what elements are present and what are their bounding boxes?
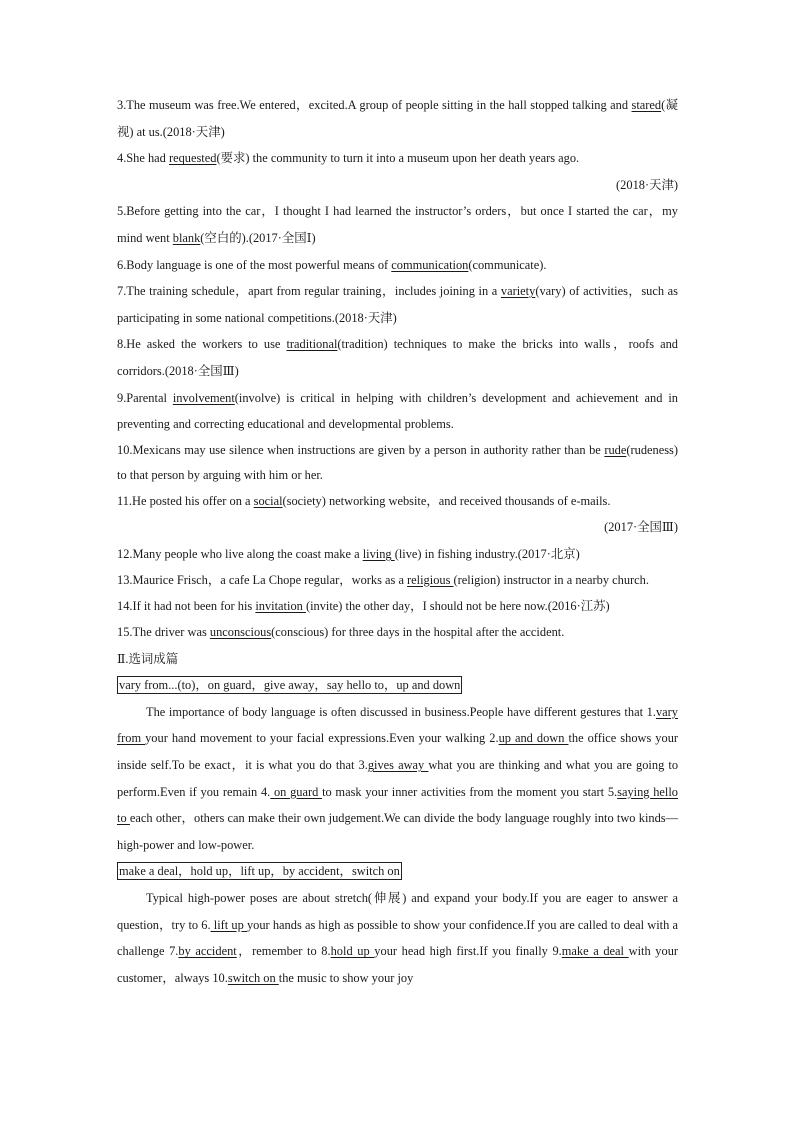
blank-1: vary from	[117, 704, 678, 746]
item-13: 13.Maurice Frisch，a cafe La Chope regular，works as a religious (religion) instructor in a nearby church.	[117, 572, 649, 587]
item-12: 12.Many people who live along the coast make a living (live) in fishing industry.(2017·北京)	[117, 546, 580, 561]
answer-10: rude	[604, 442, 627, 457]
item-6: 6.Body language is one of the most powerful means of communication(communicate).	[117, 257, 547, 272]
answer-9: involvement	[172, 390, 235, 405]
answer-11: social	[253, 493, 283, 508]
section-2-title: Ⅱ.选词成篇	[117, 651, 179, 666]
passage-paragraph-2: Typical high-power poses are about stretch(伸展) and expand your body.If you are eager to answer a question，try to 6. lift up your hands as high as possible to show your confidence.If you are called to deal with a challenge 7.by accident，remember to 8.hold up your head high first.If you finally 9.make a deal with your customer，always 10.switch on the music to show your joy	[117, 891, 679, 985]
answer-15: unconscious	[209, 625, 272, 640]
blank-2: up and down	[498, 731, 569, 746]
word-box-1-row	[117, 672, 678, 699]
item-7: 7.The training schedule，apart from regular training，includes joining in a variety(vary) of activities，such as participating in some national competitions.(2018·天津)	[117, 284, 678, 325]
item-14: 14.If it had not been for his invitation (invite) the other day，I should not be here now.(2016·江苏)	[117, 598, 610, 613]
blank-9: make a deal	[561, 944, 629, 959]
blank-7: by accident	[178, 944, 237, 959]
blank-6: lift up	[210, 917, 247, 932]
item-4-source: (2018·天津)	[616, 177, 678, 192]
answer-12: living	[362, 546, 395, 561]
worksheet-page	[117, 92, 678, 991]
answer-13: religious	[407, 572, 454, 587]
item-5: 5.Before getting into the car，I thought I had learned the instructor’s orders，but once I started the car，my mind went blank(空白的).(2017·全国Ⅰ)	[117, 204, 678, 245]
blank-4: on guard	[270, 784, 323, 799]
item-11-source: (2017·全国Ⅲ)	[604, 520, 678, 535]
blank-8: hold up	[330, 944, 375, 959]
item-8: 8.He asked the workers to use traditional(tradition) techniques to make the bricks into walls，roofs and corridors.(2018·全国Ⅲ)	[117, 337, 678, 378]
item-4: 4.She had requested(要求) the community to turn it into a museum upon her death years ago.	[117, 151, 580, 166]
blank-10: switch on	[227, 970, 279, 985]
blank-3: gives away	[367, 758, 429, 773]
passage-paragraph-1: The importance of body language is often discussed in business.People have different gestures that 1.vary from your hand movement to your facial expressions.Even your walking 2.up and down the office shows your inside self.To be exact，it is what you do that 3.gives away what you are thinking and what you are going to perform.Even if you remain 4. on guard to mask your inner activities from the moment you start 5.saying hello to each other，others can make their own judgement.We can divide the body language roughly into two kinds—high-power and low-power.	[117, 704, 679, 852]
answer-5: blank	[172, 230, 201, 245]
item-11: 11.He posted his offer on a social(society) networking website，and received thousands of e-mails.	[117, 493, 611, 508]
word-box-2-row	[117, 858, 678, 885]
word-box-2: make a deal，hold up，lift up，by accident，switch on	[119, 864, 400, 879]
answer-3: stared	[631, 98, 662, 112]
answer-6: communication	[391, 257, 469, 272]
word-box-1: vary from...(to)，on guard，give away，say hello to，up and down	[119, 678, 461, 693]
answer-7: variety	[500, 284, 536, 299]
blank-5: saying hello to	[117, 784, 678, 826]
item-9: 9.Parental involvement(involve) is critical in helping with children’s development and achievement and in preventing and correcting educational and developmental problems.	[117, 390, 678, 432]
answer-4: requested	[168, 151, 217, 166]
item-10: 10.Mexicans may use silence when instructions are given by a person in authority rather than be rude(rudeness) to that person by arguing with him or her.	[117, 442, 678, 482]
answer-14: invitation	[255, 598, 306, 613]
item-3: 3.The museum was free.We entered，excited.A group of people sitting in the hall stopped talking and stared(凝视) at us.(2018·天津)	[117, 98, 678, 139]
item-15: 15.The driver was unconscious(conscious) for three days in the hospital after the accident.	[117, 625, 565, 640]
answer-8: traditional	[286, 337, 338, 352]
